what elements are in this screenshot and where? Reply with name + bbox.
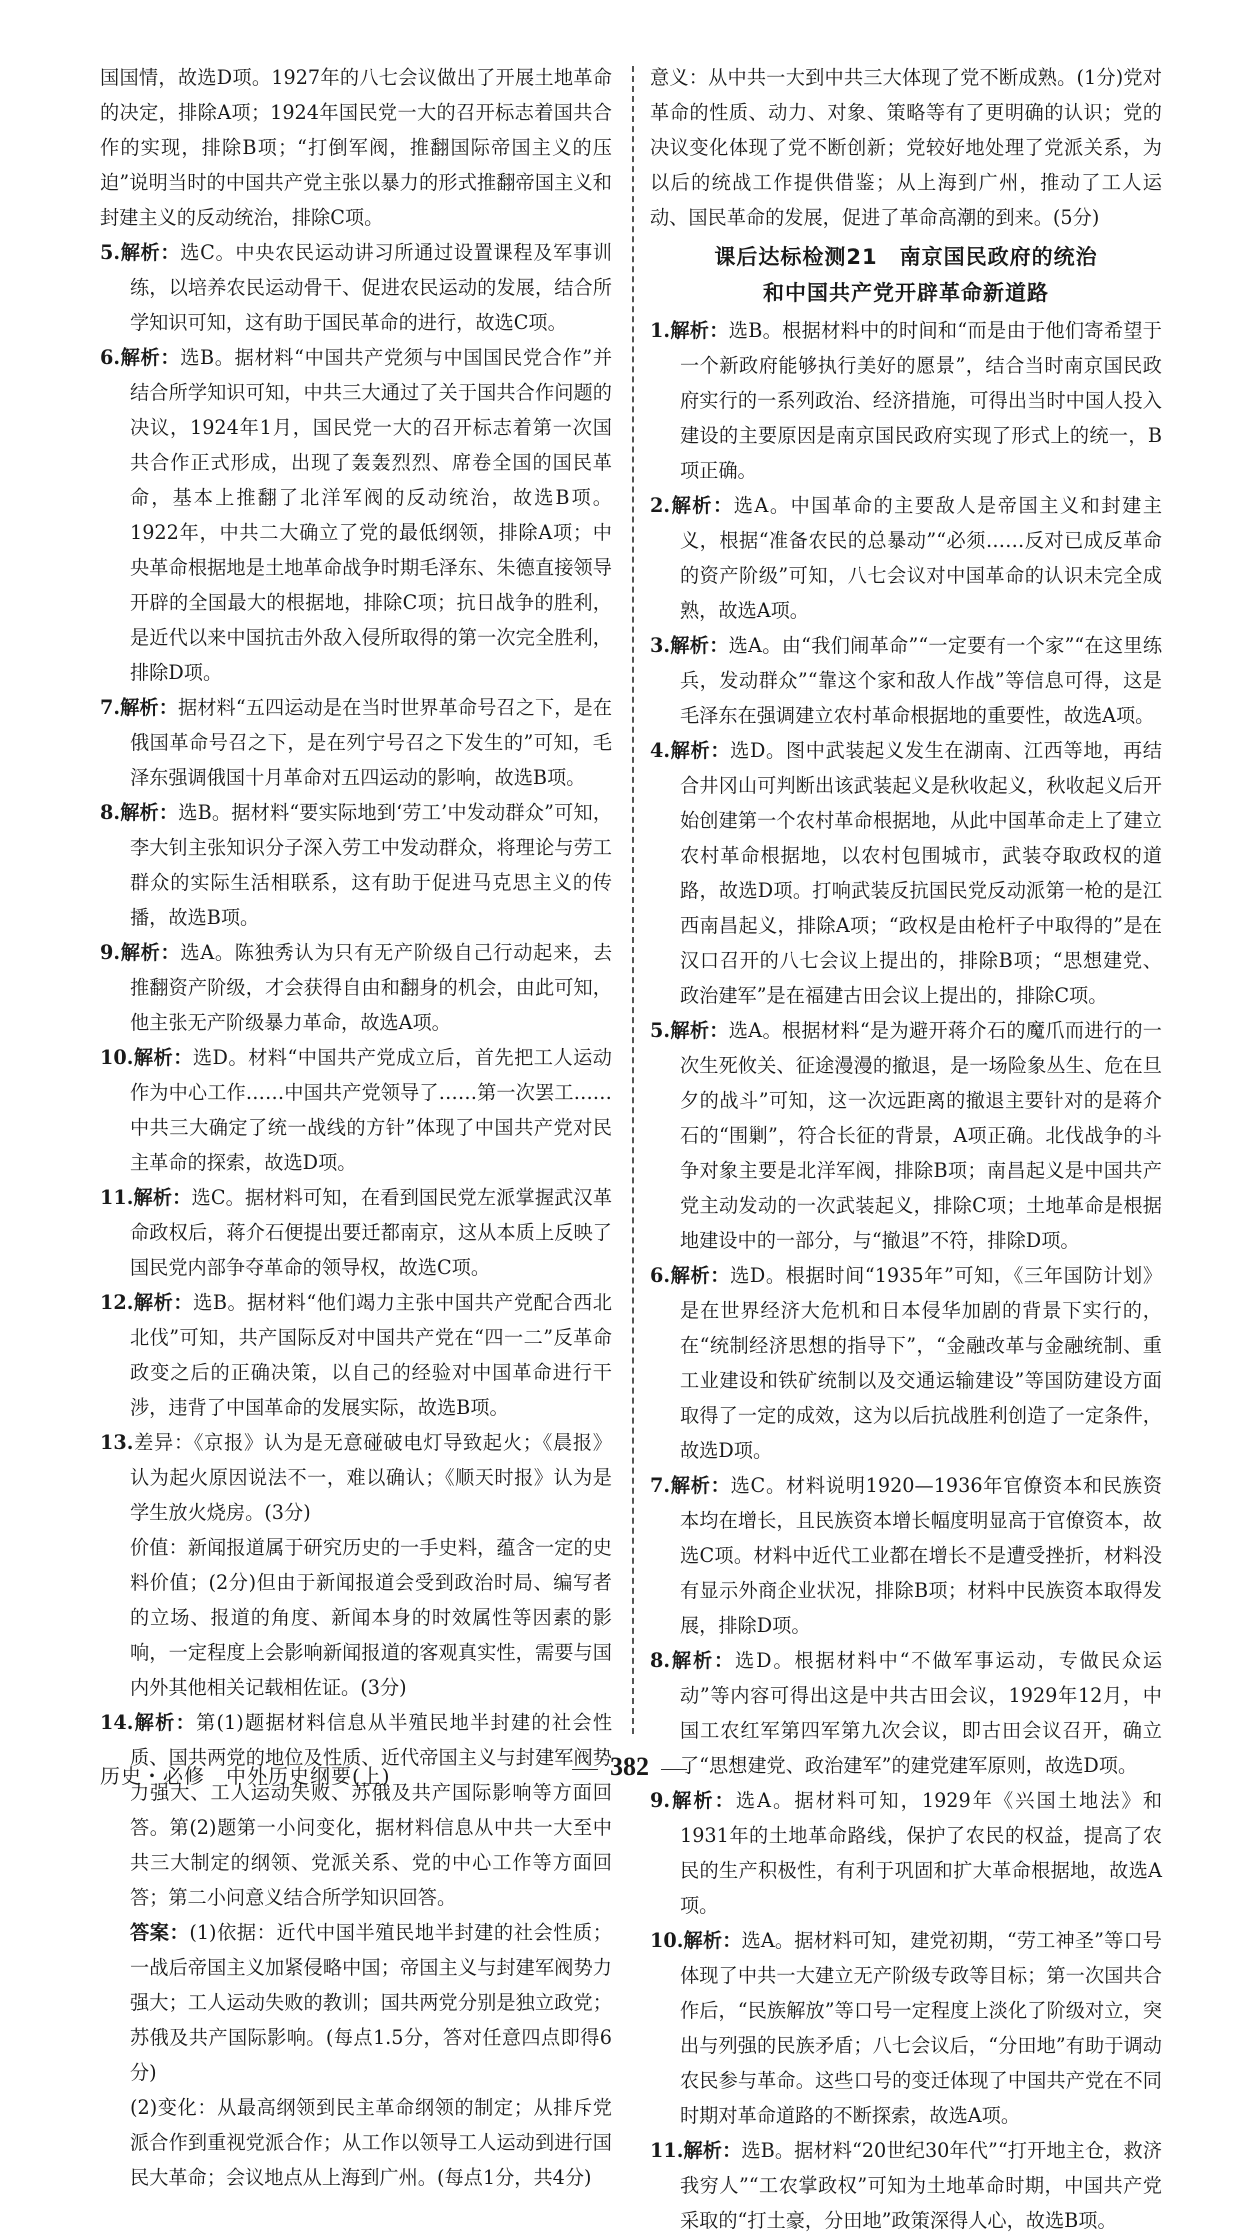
- analysis-text: 选C。中央农民运动讲习所通过设置课程及军事训练，以培养农民运动骨干、促进农民运动的发展，结合所学知识可知，这有助于国民革命的进行，故选C项。: [130, 241, 612, 334]
- item-number: 10.: [100, 1046, 134, 1069]
- analysis-label: 解析：: [133, 1291, 194, 1314]
- analysis-label: 解析：: [670, 1474, 731, 1497]
- analysis-label: 解析：: [133, 1046, 193, 1069]
- analysis-text: 差异：《京报》认为是无意碰破电灯导致起火；《晨报》认为起火原因说法不一，难以确认；《顺天时报》认为是学生放火烧房。(3分): [130, 1431, 612, 1524]
- analysis-label: 解析：: [120, 696, 178, 719]
- analysis-text: 选A。中国革命的主要敌人是帝国主义和封建主义，根据“准备农民的总暴动”“必须……反对已成反革命的资产阶级”可知，八七会议对中国革命的认识未完全成熟，故选A项。: [680, 494, 1163, 622]
- analysis-text: 选D。材料“中国共产党成立后，首先把工人运动作为中心工作……中国共产党领导了……第一次罢工……中共三大确定了统一战线的方针”体现了中国共产党对民主革命的探索，故选D项。: [130, 1046, 612, 1174]
- right-column: [650, 60, 1162, 2238]
- analysis-label: 解析：: [133, 1186, 192, 1209]
- answer-item: [100, 1425, 612, 1530]
- answer-item: [650, 1258, 1162, 1468]
- answer-item: [650, 488, 1162, 628]
- item-number: 7.: [100, 696, 121, 719]
- item-number: 12.: [100, 1291, 134, 1314]
- answer-block-1: [100, 1915, 612, 2090]
- analysis-label: 解析：: [670, 1649, 736, 1672]
- analysis-label: 解析：: [670, 494, 734, 517]
- answer-item: [100, 795, 612, 935]
- answer-item: [650, 1468, 1162, 1643]
- answer-item: [650, 313, 1162, 488]
- section-title: [650, 239, 1162, 311]
- item-number: 5.: [650, 1019, 671, 1042]
- answer-item: [100, 935, 612, 1040]
- item-number: 6.: [650, 1264, 671, 1287]
- answer-block-2: (2)变化：从最高纲领到民主革命纲领的制定；从排斥党派合作到重视党派合作；从工作以领导工人运动到进行国民大革命；会议地点从上海到广州。(每点1分，共4分): [130, 2096, 612, 2189]
- answer-item: [650, 1783, 1162, 1923]
- item-number: 3.: [650, 634, 671, 657]
- answer-label: 答案：: [130, 1921, 190, 1944]
- answer-item: [650, 628, 1162, 733]
- analysis-text: 选B。据材料“要实际地到‘劳工’中发动群众”可知，李大钊主张知识分子深入劳工中发动群众，将理论与劳工群众的实际生活相联系，这有助于促进马克思主义的传播，故选B项。: [130, 801, 613, 929]
- analysis-text: 选C。材料说明1920—1936年官僚资本和民族资本均在增长，且民族资本增长幅度明显高于官僚资本，故选C项。材料中近代工业都在增长不是遭受挫折，材料没有显示外商企业状况，排除B项；材料中民族资本取得发展，排除D项。: [680, 1474, 1163, 1637]
- analysis-label: 解析：: [683, 2139, 742, 2162]
- answer-item: [100, 1180, 612, 1285]
- item-number: 1.: [650, 319, 671, 342]
- book-title: 历史・必修 中外历史纲要(上): [100, 1764, 391, 1788]
- item-number: 2.: [650, 494, 671, 517]
- item-number: 5.: [100, 241, 121, 264]
- q13-value-paragraph: 价值：新闻报道属于研究历史的一手史料，蕴含一定的史料价值；(2分)但由于新闻报道会受到政治时局、编写者的立场、报道的角度、新闻本身的时效属性等因素的影响，一定程度上会影响新闻报道的客观真实性，需要与国内外其他相关记载相佐证。(3分): [130, 1536, 612, 1699]
- analysis-label: 解析：: [670, 1789, 736, 1812]
- analysis-text: 第(1)题据材料信息从半殖民地半封建的社会性质、国共两党的地位及性质、近代帝国主义与封建军阀势力强大、工人运动失败、苏俄及共产国际影响等方面回答。第(2)题第一小问变化，据材料信息从中共一大至中共三大制定的纲领、党派关系、党的中心工作等方面回答；第二小问意义结合所学知识回答。: [130, 1711, 613, 1909]
- item-number: 13.: [100, 1431, 134, 1454]
- analysis-text: 选B。据材料“20世纪30年代”“打开地主仓，救济我穷人”“工农掌政权”可知为土地革命时期，中国共产党采取的“打土豪，分田地”政策深得人心，故选B项。: [680, 2139, 1163, 2232]
- analysis-label: 解析：: [683, 1929, 742, 1952]
- answer-item: [100, 690, 612, 795]
- analysis-text: 选B。据材料“中国共产党须与中国国民党合作”并结合所学知识可知，中共三大通过了关于国共合作问题的决议，1924年1月，国民党一大的召开标志着第一次国共合作正式形成，出现了轰轰烈烈、席卷全国的国民革命，基本上推翻了北洋军阀的反动统治，故选B项。1922年，中共二大确立了党的最低纲领，排除A项；中央革命根据地是土地革命战争时期毛泽东、朱德直接领导开辟的全国最大的根据地，排除C项；抗日战争的胜利，是近代以来中国抗击外敌入侵所取得的第一次完全胜利，排除D项。: [130, 346, 613, 684]
- analysis-text: 选A。据材料可知，1929年《兴国土地法》和1931年的土地革命路线，保护了农民的权益，提高了农民的生产积极性，有利于巩固和扩大革命根据地，故选A项。: [680, 1789, 1163, 1917]
- analysis-text: 选B。根据材料中的时间和“而是由于他们寄希望于一个新政府能够执行美好的愿景”，结合当时南京国民政府实行的一系列政治、经济措施，可得出当时中国人投入建设的主要原因是南京国民政府实现了形式上的统一，B项正确。: [680, 319, 1162, 482]
- answer-item: [650, 1923, 1162, 2133]
- answer-item: [100, 235, 612, 340]
- item-number: 11.: [650, 2139, 684, 2162]
- item-number: 8.: [650, 1649, 671, 1672]
- analysis-label: 解析：: [670, 1264, 731, 1287]
- answer-item: [650, 1643, 1162, 1783]
- right-answer-list: [650, 313, 1162, 2238]
- analysis-label: 解析：: [133, 1711, 197, 1734]
- analysis-text: 选C。据材料可知，在看到国民党左派掌握武汉革命政权后，蒋介石便提出要迁都南京，这从本质上反映了国民党内部争夺革命的领导权，故选C项。: [130, 1186, 613, 1279]
- item-number: 14.: [100, 1711, 134, 1734]
- item-number: 9.: [650, 1789, 671, 1812]
- page-number: 382: [560, 1752, 699, 1782]
- left-answer-list: [100, 235, 612, 1530]
- analysis-label: 解析：: [120, 801, 179, 824]
- analysis-text: 选D。图中武装起义发生在湖南、江西等地，再结合井冈山可判断出该武装起义是秋收起义，秋收起义后开始创建第一个农村革命根据地，从此中国革命走上了建立农村革命根据地，以农村包围城市，武装夺取政权的道路，故选D项。打响武装反抗国民党反动派第一枪的是江西南昌起义，排除A项；“政权是由枪杆子中取得的”是在汉口召开的八七会议上提出的，排除B项；“思想建党、政治建军”是在福建古田会议上提出的，排除C项。: [680, 739, 1162, 1007]
- analysis-text: 据材料“五四运动是在当时世界革命号召之下，是在俄国革命号召之下，是在列宁号召之下发生的”可知，毛泽东强调俄国十月革命对五四运动的影响，故选B项。: [130, 696, 613, 789]
- answer-text-1: (1)依据：近代中国半殖民地半封建的社会性质；一战后帝国主义加紧侵略中国；帝国主义与封建军阀势力强大；工人运动失败的教训；国共两党分别是独立政党；苏俄及共产国际影响。(每点1.5分，答对任意四点即得6分): [130, 1921, 612, 2084]
- answer-item: [650, 2133, 1162, 2238]
- analysis-label: 解析：: [670, 634, 729, 657]
- item-number: 10.: [650, 1929, 684, 1952]
- column-divider: [632, 66, 634, 1734]
- section-title-line-2: 和中国共产党开辟革命新道路: [763, 281, 1049, 305]
- analysis-label: 解析：: [120, 241, 181, 264]
- item-number: 8.: [100, 801, 121, 824]
- analysis-label: 解析：: [670, 1019, 729, 1042]
- item-number: 6.: [100, 346, 121, 369]
- left-column: [100, 60, 612, 2195]
- analysis-text: 选A。由“我们闹革命”“一定要有一个家”“在这里练兵，发动群众”“靠这个家和敌人作战”等信息可得，这是毛泽东在强调建立农村革命根据地的重要性，故选A项。: [680, 634, 1163, 727]
- analysis-text: 选D。根据材料中“不做军事运动，专做民众运动”等内容可得出这是中共古田会议，1929年12月，中国工农红军第四军第九次会议，即古田会议召开，确立了“思想建党、政治建军”的建党建军原则，故选D项。: [680, 1649, 1163, 1777]
- item-number: 4.: [650, 739, 671, 762]
- analysis-text: 选D。根据时间“1935年”可知，《三年国防计划》是在世界经济大危机和日本侵华加剧的背景下实行的，在“统制经济思想的指导下”，“金融改革与金融统制、重工业建设和铁矿统制以及交通运输建设”等国防建设方面取得了一定的成效，这为以后抗战胜利创造了一定条件，故选D项。: [680, 1264, 1163, 1462]
- item-number: 11.: [100, 1186, 134, 1209]
- analysis-text: 选B。据材料“他们竭力主张中国共产党配合西北北伐”可知，共产国际反对中国共产党在“四一二”反革命政变之后的正确决策，以自己的经验对中国革命进行干涉，违背了中国革命的发展实际，故选B项。: [130, 1291, 612, 1419]
- section-title-line-1: 课后达标检测21 南京国民政府的统治: [714, 245, 1098, 269]
- answer-item-14: [100, 1705, 612, 1915]
- analysis-text: 选A。陈独秀认为只有无产阶级自己行动起来，去推翻资产阶级，才会获得自由和翻身的机会，由此可知，他主张无产阶级暴力革命，故选A项。: [130, 941, 613, 1034]
- answer-item: [100, 1040, 612, 1180]
- item-number: 7.: [650, 1474, 671, 1497]
- analysis-label: 解析：: [670, 739, 731, 762]
- significance-paragraph: 意义：从中共一大到中共三大体现了党不断成熟。(1分)党对革命的性质、动力、对象、策略等有了更明确的认识；党的决议变化体现了党不断创新；党较好地处理了党派关系，为以后的统战工作提供借鉴；从上海到广州，推动了工人运动、国民革命的发展，促进了革命高潮的到来。(5分): [650, 66, 1162, 229]
- answer-item: [650, 1013, 1162, 1258]
- item-number: 9.: [100, 941, 121, 964]
- analysis-text: 选A。据材料可知，建党初期，“劳工神圣”等口号体现了中共一大建立无产阶级专政等目标；第一次国共合作后，“民族解放”等口号一定程度上淡化了阶级对立，突出与列强的民族矛盾；八七会议后，“分田地”有助于调动农民参与革命。这些口号的变迁体现了中国共产党在不同时期对革命道路的不断探索，故选A项。: [680, 1929, 1162, 2127]
- analysis-label: 解析：: [670, 319, 729, 342]
- answer-item: [100, 340, 612, 690]
- analysis-label: 解析：: [120, 346, 181, 369]
- analysis-label: 解析：: [120, 941, 181, 964]
- answer-item: [650, 733, 1162, 1013]
- continued-paragraph: 国国情，故选D项。1927年的八七会议做出了开展土地革命的决定，排除A项；1924年国民党一大的召开标志着国共合作的实现，排除B项；“打倒军阀，推翻国际帝国主义的压迫”说明当时的中国共产党主张以暴力的形式推翻帝国主义和封建主义的反动统治，排除C项。: [100, 66, 612, 229]
- analysis-text: 选A。根据材料“是为避开蒋介石的魔爪而进行的一次生死攸关、征途漫漫的撤退，是一场险象丛生、危在旦夕的战斗”可知，这一次远距离的撤退主要针对的是蒋介石的“围剿”，符合长征的背景，A项正确。北伐战争的斗争对象主要是北洋军阀，排除B项；南昌起义是中国共产党主动发动的一次武装起义，排除C项；土地革命是根据地建设中的一部分，与“撤退”不符，排除D项。: [680, 1019, 1162, 1252]
- answer-item: [100, 1285, 612, 1425]
